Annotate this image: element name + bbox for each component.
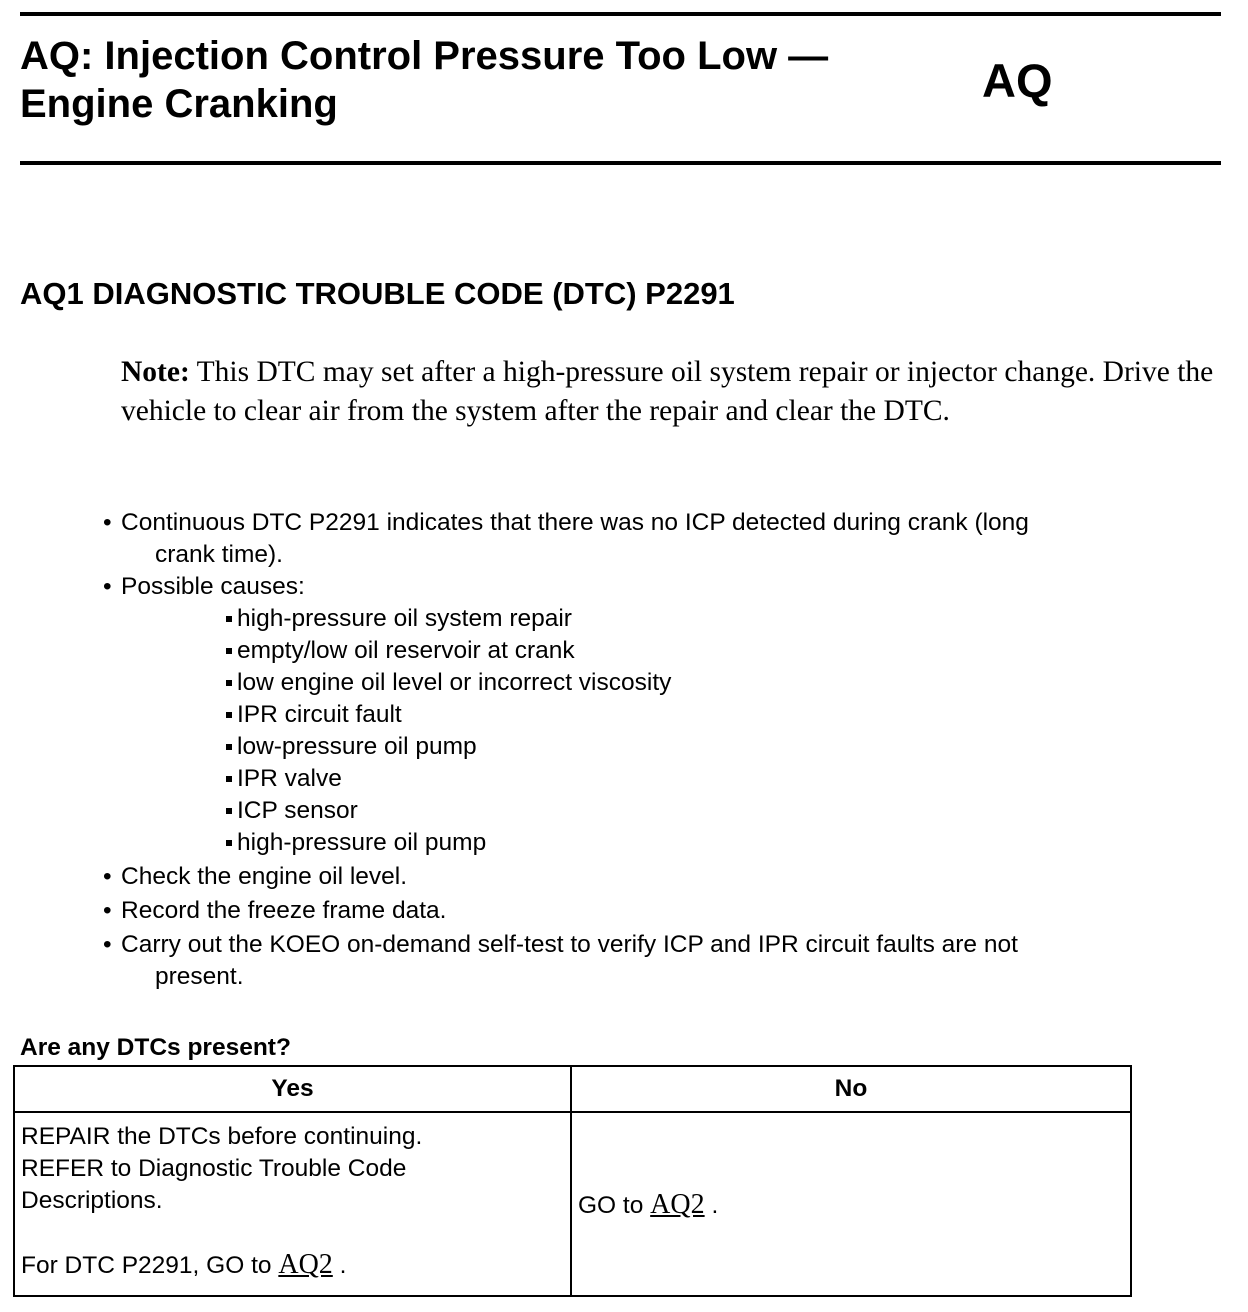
- yes-line-2: REFER to Diagnostic Trouble Code: [21, 1155, 407, 1182]
- cause-item: IPR circuit fault: [223, 699, 1183, 731]
- table-header-row: [14, 1066, 1131, 1112]
- yes-line-3: Descriptions.: [21, 1187, 163, 1214]
- title-line-1: AQ: Injection Control Pressure Too Low —: [20, 34, 829, 78]
- no-header: No: [571, 1066, 1131, 1112]
- table-row: [14, 1112, 1131, 1296]
- no-prefix: GO to: [578, 1191, 644, 1219]
- note-text: This DTC may set after a high-pressure oil system repair or injector change. Drive the vehicle to clear air from the system after the repair and clear the DTC.: [121, 356, 1214, 427]
- cause-item: ICP sensor: [223, 795, 1183, 827]
- yes-cell: [14, 1112, 571, 1296]
- bullet-1-line-1: Continuous DTC P2291 indicates that there was no ICP detected during crank (long: [121, 509, 1029, 536]
- cause-item: low-pressure oil pump: [223, 731, 1183, 763]
- yes-line-1: REPAIR the DTCs before continuing.: [21, 1123, 423, 1150]
- header-bottom-rule: [20, 161, 1221, 165]
- page-title: [20, 32, 828, 128]
- step-heading: AQ1 DIAGNOSTIC TROUBLE CODE (DTC) P2291: [20, 276, 735, 311]
- yes-line-4: For DTC P2291, GO to: [21, 1252, 272, 1279]
- yes-header: Yes: [14, 1066, 571, 1112]
- bullet-2: Possible causes:: [121, 573, 305, 600]
- list-item: • Check the engine oil level.: [103, 861, 1183, 893]
- aq2-link[interactable]: AQ2: [650, 1188, 705, 1220]
- list-item: • Record the freeze frame data.: [103, 895, 1183, 927]
- bullet-5-line-1: Carry out the KOEO on-demand self-test to verify ICP and IPR circuit faults are not: [121, 931, 1018, 958]
- note-label: Note:: [121, 356, 190, 388]
- list-item: [103, 507, 1183, 571]
- list-item: [103, 929, 1183, 993]
- no-suffix: .: [711, 1191, 719, 1219]
- cause-item: high-pressure oil pump: [223, 827, 1183, 859]
- decision-table: [13, 1065, 1132, 1297]
- bullet-1-line-2: crank time).: [155, 541, 283, 568]
- top-rule: [20, 12, 1221, 16]
- no-cell: [571, 1112, 1131, 1296]
- question: Are any DTCs present?: [20, 1034, 291, 1061]
- cause-item: high-pressure oil system repair: [223, 603, 1183, 635]
- note: [121, 353, 1226, 430]
- list-item: [103, 571, 1183, 859]
- section-code: AQ: [982, 54, 1053, 107]
- cause-item: empty/low oil reservoir at crank: [223, 635, 1183, 667]
- instruction-list: [103, 507, 1183, 993]
- cause-item: IPR valve: [223, 763, 1183, 795]
- aq2-link[interactable]: AQ2: [278, 1249, 333, 1280]
- title-line-2: Engine Cranking: [20, 82, 338, 126]
- yes-suffix: .: [339, 1252, 347, 1279]
- bullet-5-line-2: present.: [155, 963, 244, 990]
- causes-list: [121, 603, 1183, 859]
- cause-item: low engine oil level or incorrect viscosity: [223, 667, 1183, 699]
